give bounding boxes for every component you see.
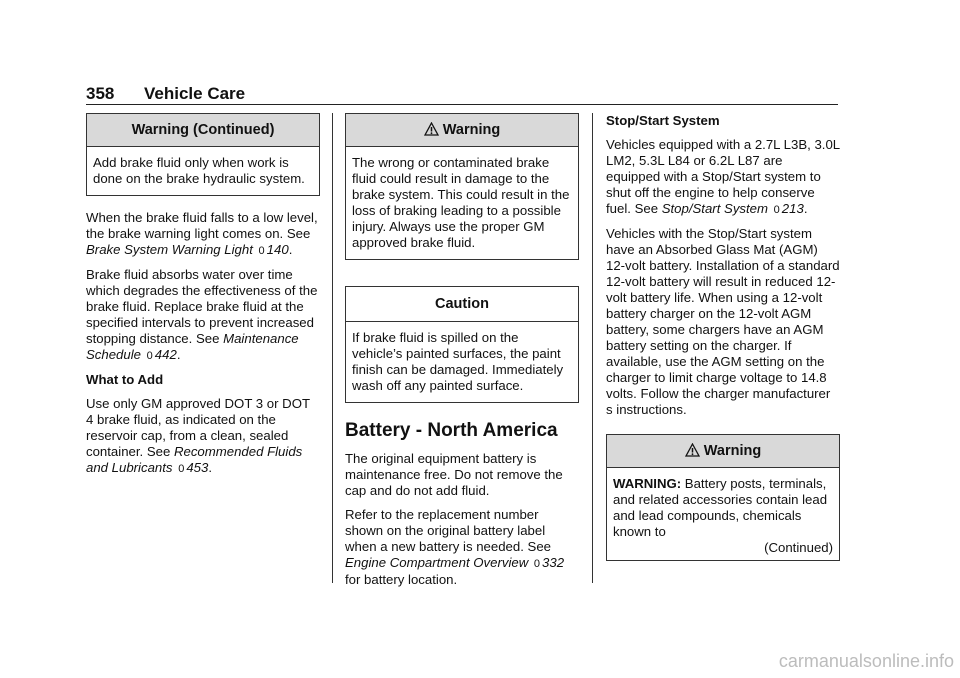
continued-label: (Continued) — [764, 540, 833, 555]
warning-continued-body: Add brake fluid only when work is done on the brake hydraulic system. — [93, 155, 305, 186]
agm-battery-paragraph: Vehicles with the Stop/Start system have an Absorbed Glass Mat (AGM) 12-volt battery. Installation of a standard 12-volt battery will result in reduced 12-volt battery life. When using a 12-volt battery charger on the 12-volt AGM battery, some chargers have an AGM battery setting on the charger. If available, use the AGM setting on the charger to limit charge voltage to 14.8 volts. Follow the charger manufacturer s instructions. — [606, 226, 840, 417]
warning-title: Warning — [607, 435, 839, 468]
column-2 — [345, 113, 579, 596]
caution-body: If brake fluid is spilled on the vehicle’s painted surfaces, the paint finish can be damaged. Immediately wash off any painted surface. — [352, 330, 564, 393]
xref-link[interactable]: Stop/Start System — [661, 201, 768, 216]
warning-title: Warning — [346, 114, 578, 147]
battery-replacement-paragraph: Refer to the replacement number shown on the original battery label when a new battery is needed. See Engine Compartment Overview 0 332 for battery location. — [345, 507, 565, 587]
xref-icon: 0 — [533, 558, 541, 570]
page-header — [86, 84, 838, 105]
battery-section-heading: Battery - North America — [345, 420, 558, 441]
battery-maintenance-paragraph: The original equipment battery is maintenance free. Do not remove the cap and do not add fluid. — [345, 451, 563, 498]
stop-start-heading: Stop/Start System — [606, 113, 720, 128]
column-1 — [86, 113, 320, 485]
brake-fluid-warning-box — [345, 113, 579, 260]
warning-body: The wrong or contaminated brake fluid could result in damage to the brake system. This could result in the loss of braking leading to a possible injury. Always use the proper GM approved brake fluid. — [352, 155, 570, 250]
warning-continued-box — [86, 113, 320, 196]
xref-page[interactable]: 442 — [154, 347, 177, 362]
warning-lead: WARNING: — [613, 476, 682, 491]
stop-start-paragraph: Vehicles equipped with a 2.7L L3B, 3.0L LM2, 5.3L L84 or 6.2L L87 are equipped with a Stop/Start system to shut off the engine to help conserve fuel. See Stop/Start System 0 213. — [606, 137, 840, 216]
brake-fluid-water-paragraph: Brake fluid absorbs water over time which degrades the effectiveness of the brake fluid. Replace brake fluid at the specified intervals to prevent increased stopping distance. See Maintenance Schedule 0 442. — [86, 267, 318, 362]
xref-link[interactable]: Recommended Fluids and Lubricants — [86, 444, 303, 475]
xref-icon: 0 — [146, 350, 153, 362]
warning-body: WARNING: Battery posts, terminals, and related accessories contain lead and lead compounds, chemicals known to (Continued) — [613, 476, 833, 555]
what-to-add-paragraph: Use only GM approved DOT 3 or DOT 4 brake fluid, as indicated on the reservoir cap, from a clean, sealed container. See Recommended Fluids and Lubricants 0 453. — [86, 396, 310, 475]
battery-warning-box — [606, 434, 840, 561]
warning-continued-title: Warning (Continued) — [87, 114, 319, 147]
column-divider-2 — [592, 113, 593, 583]
xref-link[interactable]: Brake System Warning Light — [86, 242, 253, 257]
xref-page[interactable]: 332 — [542, 555, 565, 570]
watermark: carmanualsonline.info — [778, 651, 954, 671]
xref-link[interactable]: Engine Compartment Overview — [345, 555, 529, 570]
brake-fluid-low-paragraph: When the brake fluid falls to a low level, the brake warning light comes on. See Brake System Warning Light 0 140. — [86, 210, 318, 257]
xref-page[interactable]: 213 — [781, 201, 804, 216]
caution-title: Caution — [346, 287, 578, 322]
xref-link[interactable]: Maintenance Schedule — [86, 331, 299, 362]
warning-triangle-icon — [685, 443, 700, 457]
what-to-add-heading: What to Add — [86, 372, 164, 387]
column-3 — [606, 113, 840, 561]
xref-icon: 0 — [258, 245, 265, 257]
xref-page[interactable]: 140 — [266, 242, 289, 257]
warning-triangle-icon — [424, 122, 439, 136]
page-number: 358 — [86, 84, 115, 103]
caution-box — [345, 286, 579, 403]
column-divider-1 — [332, 113, 333, 583]
xref-page[interactable]: 453 — [186, 460, 209, 475]
xref-icon: 0 — [773, 204, 780, 216]
xref-icon: 0 — [178, 463, 185, 475]
page-section-title: Vehicle Care — [144, 84, 246, 103]
